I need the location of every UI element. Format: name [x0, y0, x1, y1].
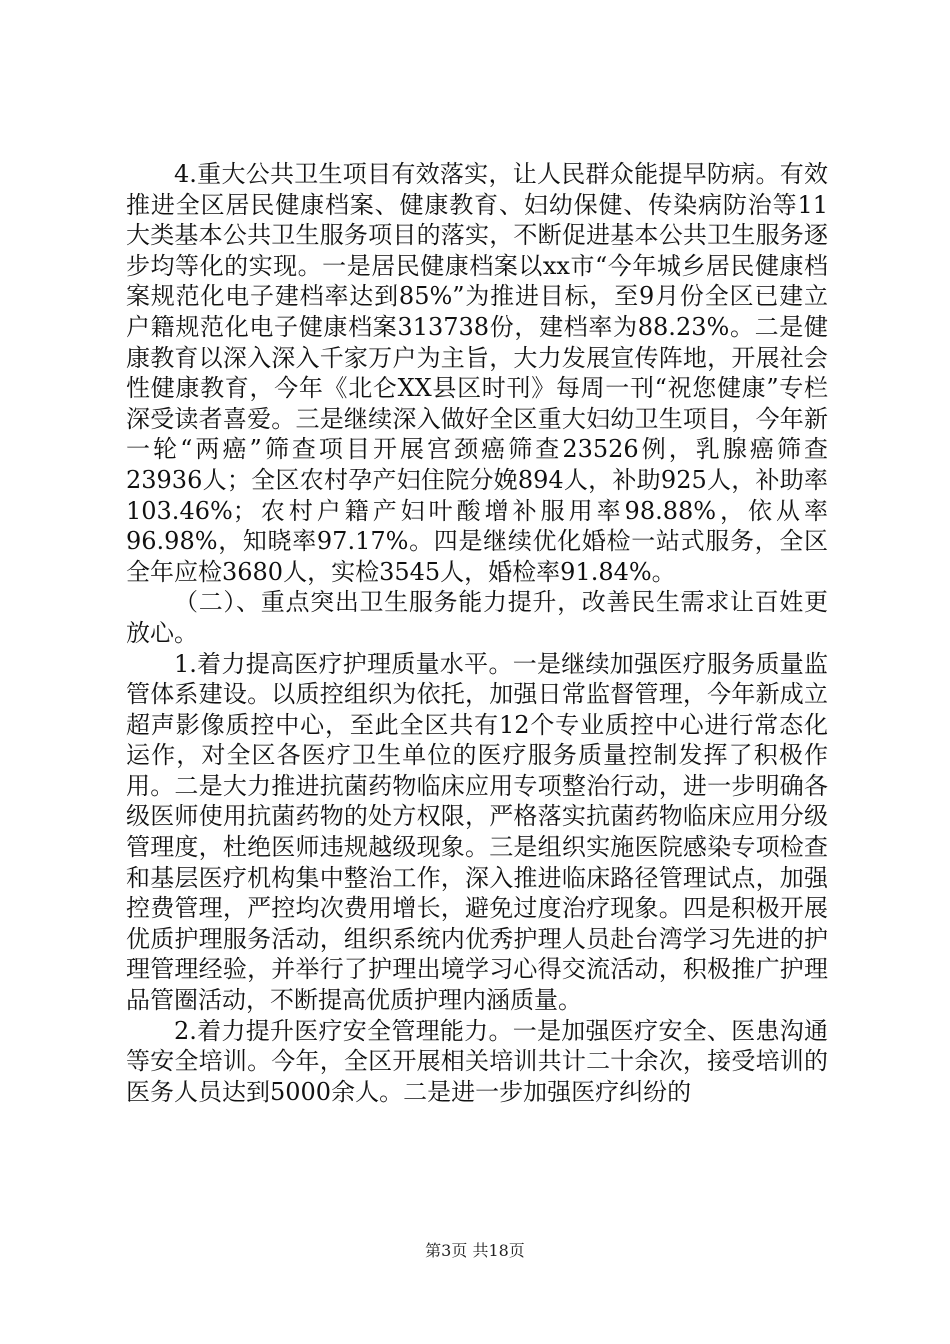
paragraph-medical-safety-management: 2.着力提升医疗安全管理能力。一是加强医疗安全、医患沟通等安全培训。今年，全区开展相关培训共计二十余次，接受培训的医务人员达到5000余人。二是进一步加强医疗纠纷的: [126, 1016, 828, 1106]
paragraph-public-health-projects: 4.重大公共卫生项目有效落实，让人民群众能提早防病。有效推进全区居民健康档案、健康教育、妇幼保健、传染病防治等11大类基本公共卫生服务项目的落实，不断促进基本公共卫生服务逐步均等化的实现。一是居民健康档案以xx市“今年城乡居民健康档案规范化电子建档率达到85%”为推进目标，至9月份全区已建立户籍规范化电子健康档案313738份，建档率为88.23%。二是健康教育以深入深入千家万户为主旨，大力发展宣传阵地，开展社会性健康教育，今年《北仑XX县区时刊》每周一刊“祝您健康”专栏深受读者喜爱。三是继续深入做好全区重大妇幼卫生项目，今年新一轮“两癌”筛查项目开展宫颈癌筛查23526例，乳腺癌筛查23936人；全区农村孕产妇住院分娩894人，补助925人，补助率103.46%；农村户籍产妇叶酸增补服用率98.88%，依从率96.98%，知晓率97.17%。四是继续优化婚检一站式服务，全区全年应检3680人，实检3545人，婚检率91.84%。: [126, 160, 828, 586]
page-footer: 第3页 共18页: [425, 1241, 525, 1260]
document-body: [126, 159, 828, 1107]
section-heading-service-capacity: （二）、重点突出卫生服务能力提升，改善民生需求让百姓更放心。: [126, 588, 828, 647]
paragraph-medical-nursing-quality: 1.着力提高医疗护理质量水平。一是继续加强医疗服务质量监管体系建设。以质控组织为依托，加强日常监督管理，今年新成立超声影像质控中心，至此全区共有12个专业质控中心进行常态化运作，对全区各医疗卫生单位的医疗服务质量控制发挥了积极作用。二是大力推进抗菌药物临床应用专项整治行动，进一步明确各级医师使用抗菌药物的处方权限，严格落实抗菌药物临床应用分级管理度，杜绝医师违规越级现象。三是组织实施医院感染专项检查和基层医疗机构集中整治工作，深入推进临床路径管理试点，加强控费管理，严控均次费用增长，避免过度治疗现象。四是积极开展优质护理服务活动，组织系统内优秀护理人员赴台湾学习先进的护理管理经验，并举行了护理出境学习心得交流活动，积极推广护理品管圈活动，不断提高优质护理内涵质量。: [126, 649, 828, 1015]
